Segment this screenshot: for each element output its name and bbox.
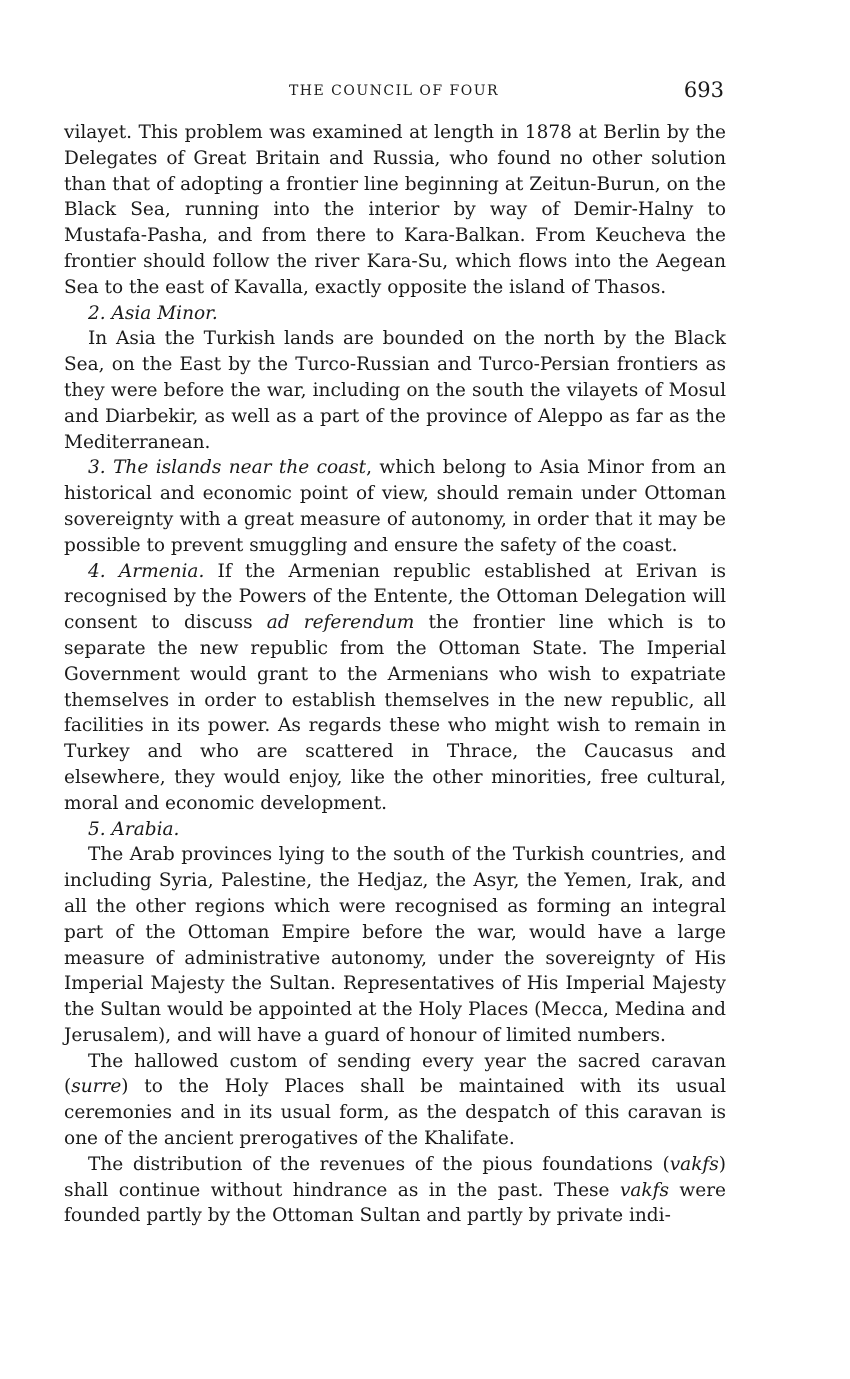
paragraph-caravan: [64, 1049, 726, 1152]
paragraph-armenia-text-2: the frontier line which is to separate the new republic from the Ottoman State. The Imperial Government would grant to the Armenians who wish to expatriate themselves in order to establish themselves in the new republic, all facilities in its power. As regards these who might wish to remain in Turkey and who are scattered in Thrace, the Caucasus and elsewhere, they would enjoy, like the other minorities, free cultural, moral and economic development.: [64, 612, 726, 814]
paragraph-armenia: [64, 559, 726, 817]
paragraph-caravan-text-1: The hallowed custom of sending every year the sacred caravan (: [64, 1050, 726, 1098]
term-vakfs-2: vakfs: [619, 1179, 669, 1201]
section-heading-asia-minor: 2. Asia Minor.: [88, 302, 218, 324]
term-surre: surre: [71, 1076, 122, 1098]
section-heading-islands: 3. The islands near the coast: [88, 457, 367, 479]
running-head: [64, 78, 724, 106]
section-heading-arabia: 5. Arabia.: [88, 818, 180, 840]
paragraph-vakfs-text-2: ) shall continue without hindrance as in the past. These: [64, 1153, 726, 1201]
paragraph-vakfs-text-3: were founded partly by the Ottoman Sultan and partly by private indi-: [64, 1179, 726, 1227]
page-number: 693: [683, 78, 724, 102]
running-title: THE COUNCIL OF FOUR: [288, 83, 500, 99]
term-ad-referendum: ad referendum: [266, 612, 415, 634]
paragraph-caravan-text-2: ) to the Holy Places shall be maintained with its usual ceremonies and in its usual form, as the despatch of this caravan is one of the ancient prerogatives of the Khalifate.: [64, 1076, 726, 1150]
paragraph-armenia-text-1: If the Armenian republic established at Erivan is recognised by the Powers of the Entente, the Ottoman Delegation will consent to discuss: [64, 560, 727, 634]
paragraph-islands: [64, 455, 726, 558]
paragraph-islands-text: , which belong to Asia Minor from an historical and economic point of view, should remain under Ottoman sovereignty with a great measure of autonomy, in order that it may be possible to prevent smuggling and ensure the safety of the coast.: [64, 457, 726, 556]
body-text: [64, 120, 726, 1229]
section-heading-armenia: 4. Armenia.: [88, 560, 205, 582]
paragraph-thrace-frontier: vilayet. This problem was examined at length in 1878 at Berlin by the Delegates of Great Britain and Russia, who found no other solution than that of adopting a frontier line beginning at Zeitun-Burun, on the Black Sea, running into the interior by way of Demir-Halny to Mustafa-Pasha, and from there to Kara-Balkan. From Keucheva the frontier should follow the river Kara-Su, which flows into the Aegean Sea to the east of Kavalla, exactly opposite the island of Thasos.: [64, 122, 726, 298]
paragraph-arabia: The Arab provinces lying to the south of the Turkish countries, and including Syria, Palestine, the Hedjaz, the Asyr, the Yemen, Irak, and all the other regions which were recognised as forming an integral part of the Ottoman Empire before the war, would have a large measure of administrative autonomy, under the sovereignty of His Imperial Majesty the Sultan. Representatives of His Imperial Majesty the Sultan would be appointed at the Holy Places (Mecca, Medina and Jerusalem), and will have a guard of honour of limited numbers.: [64, 844, 726, 1046]
paragraph-asia-minor: In Asia the Turkish lands are bounded on the north by the Black Sea, on the East by the Turco-Russian and Turco-Persian frontiers as they were before the war, including on the south the vilayets of Mosul and Diarbekir, as well as a part of the province of Aleppo as far as the Mediterranean.: [64, 328, 726, 453]
paragraph-vakfs-text-1: The distribution of the revenues of the pious foundations (: [88, 1153, 670, 1175]
paragraph-vakfs: [64, 1152, 726, 1229]
term-vakfs-1: vakfs: [669, 1153, 719, 1175]
